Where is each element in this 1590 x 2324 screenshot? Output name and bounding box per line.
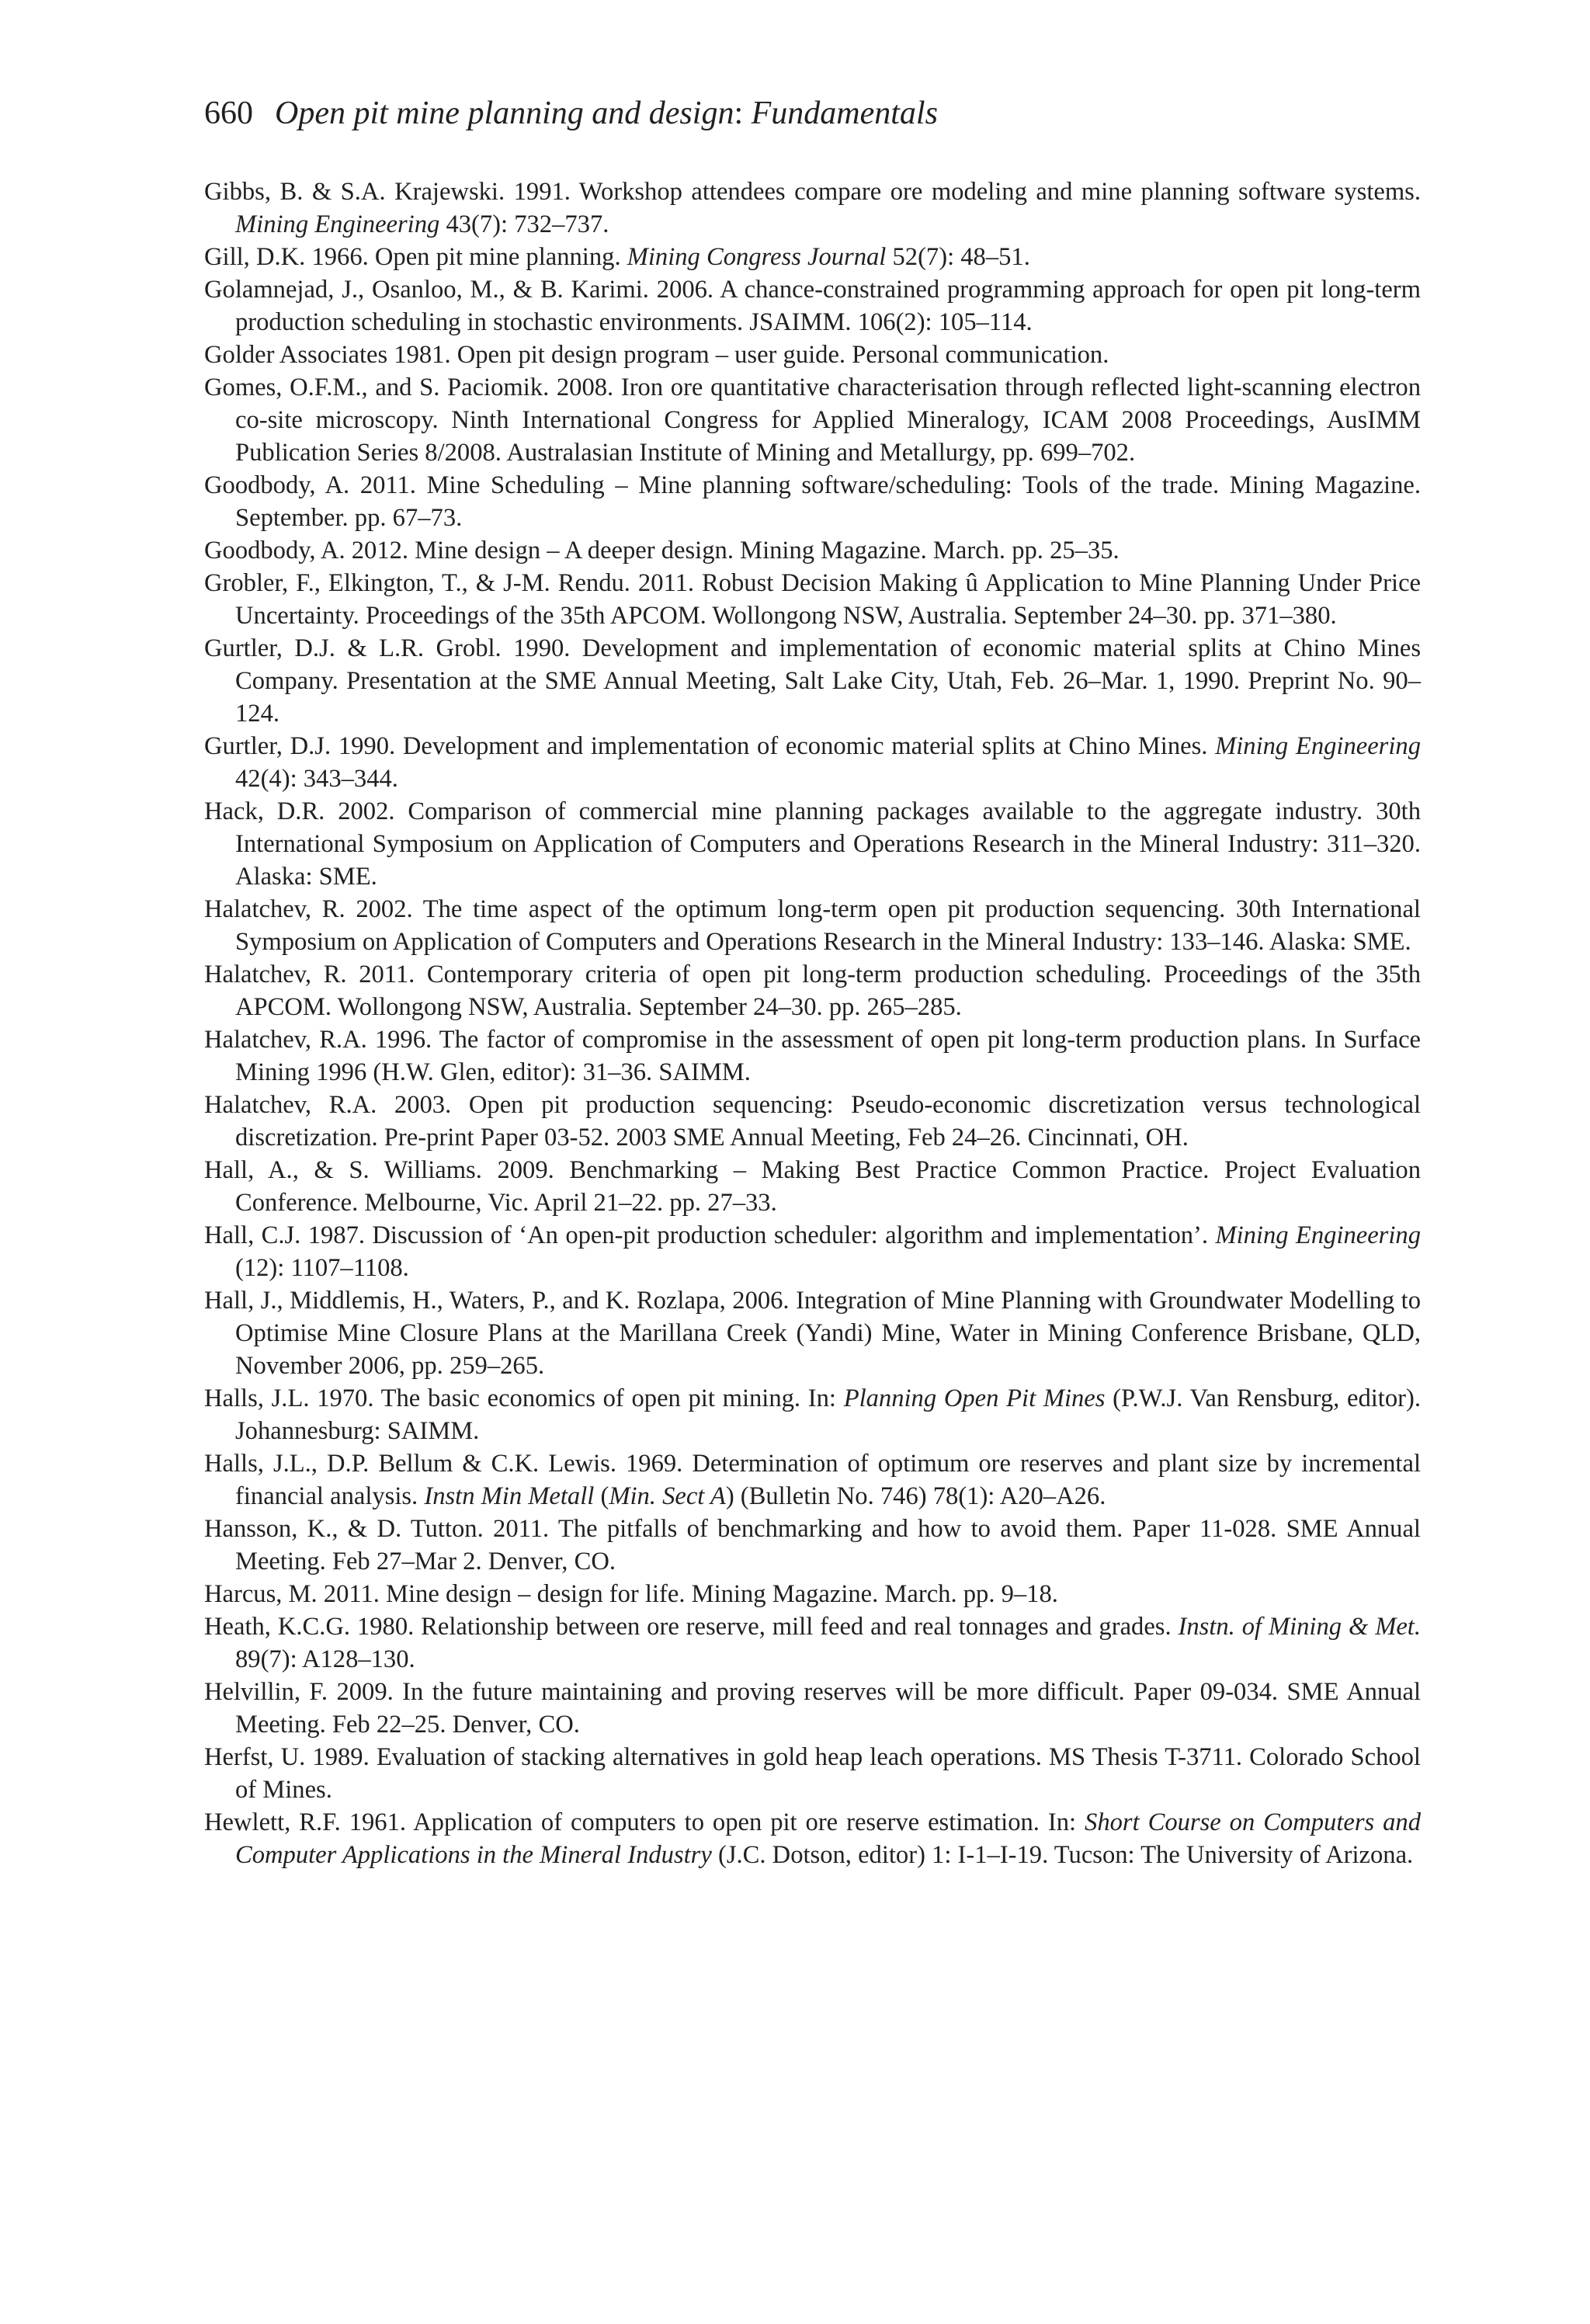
reference-entry [204, 1089, 1421, 1154]
reference-entry [204, 1676, 1421, 1741]
reference-entry [204, 1382, 1421, 1447]
reference-text: 43(7): 732–737. [439, 210, 609, 238]
reference-italic-text: Min. Sect A [609, 1482, 726, 1510]
reference-entry [204, 632, 1421, 730]
reference-entry [204, 1741, 1421, 1806]
reference-text: Halatchev, R.A. 2003. Open pit production sequencing: Pseudo-economic discretization versus technological discretization. Pre-print Paper 03-52. 2003 SME Annual Meeting, Feb 24–26. Cincinnati, OH. [204, 1091, 1421, 1152]
reference-text: Halls, J.L., D.P. Bellum & C.K. Lewis. 1969. Determination of optimum ore reserves and plant size by incremental financial analysis. [204, 1450, 1421, 1510]
book-subtitle: Fundamentals [751, 96, 938, 131]
book-title-separator: : [734, 96, 752, 131]
reference-text: Golder Associates 1981. Open pit design program – user guide. Personal communication. [204, 341, 1109, 369]
reference-text: Hack, D.R. 2002. Comparison of commercial mine planning packages available to the aggregate industry. 30th International Symposium on Application of Computers and Operations Research in the Mineral Industry: 311–320. Alaska: SME. [204, 797, 1421, 891]
reference-italic-text: Short Course on Computers and Computer Applications in the Mineral Industry [235, 1808, 1421, 1869]
reference-entry [204, 534, 1421, 567]
reference-entry [204, 1610, 1421, 1676]
reference-text: Harcus, M. 2011. Mine design – design for life. Mining Magazine. March. pp. 9–18. [204, 1580, 1058, 1608]
reference-text: Gill, D.K. 1966. Open pit mine planning. [204, 243, 627, 271]
reference-entry [204, 730, 1421, 795]
reference-text: Gomes, O.F.M., and S. Paciomik. 2008. Iron ore quantitative characterisation through reflected light-scanning electron co-site microscopy. Ninth International Congress for Applied Mineralogy, ICAM 2008 Proceedings, AusIMM Publication Series 8/2008. Australasian Institute of Mining and Metallurgy, pp. 699–702. [204, 373, 1421, 467]
reference-text: Hall, J., Middlemis, H., Waters, P., and K. Rozlapa, 2006. Integration of Mine Planning with Groundwater Modelling to Optimise Mine Closure Plans at the Marillana Creek (Yandi) Mine, Water in Mining Conference Brisbane, QLD, November 2006, pp. 259–265. [204, 1287, 1421, 1380]
reference-entry [204, 273, 1421, 339]
reference-text: Halatchev, R. 2011. Contemporary criteria of open pit long-term production scheduling. Proceedings of the 35th APCOM. Wollongong NSW, Australia. September 24–30. pp. 265–285. [204, 961, 1421, 1021]
reference-text: ) (Bulletin No. 746) 78(1): A20–A26. [725, 1482, 1106, 1510]
reference-text: Herfst, U. 1989. Evaluation of stacking alternatives in gold heap leach operations. MS Thesis T-3711. Colorado School of Mines. [204, 1743, 1421, 1804]
reference-list [204, 175, 1421, 1871]
reference-text: Hewlett, R.F. 1961. Application of computers to open pit ore reserve estimation. In: [204, 1808, 1085, 1836]
reference-italic-text: Instn. of Mining & Met. [1178, 1613, 1421, 1641]
reference-text: Halls, J.L. 1970. The basic economics of open pit mining. In: [204, 1384, 844, 1412]
reference-italic-text: Instn Min Metall [424, 1482, 595, 1510]
reference-text: 42(4): 343–344. [235, 765, 398, 793]
reference-text: Gibbs, B. & S.A. Krajewski. 1991. Workshop attendees compare ore modeling and mine planning software systems. [204, 178, 1421, 206]
reference-italic-text: Planning Open Pit Mines [843, 1384, 1106, 1412]
reference-entry [204, 1023, 1421, 1089]
reference-entry [204, 893, 1421, 958]
reference-text: (J.C. Dotson, editor) 1: I-1–I-19. Tucson: The University of Arizona. [711, 1841, 1414, 1869]
reference-text: Hall, C.J. 1987. Discussion of ‘An open-pit production scheduler: algorithm and implementation’. [204, 1221, 1216, 1249]
reference-entry [204, 175, 1421, 241]
reference-entry [204, 567, 1421, 632]
reference-text: Helvillin, F. 2009. In the future maintaining and proving reserves will be more difficult. Paper 09-034. SME Annual Meeting. Feb 22–25. Denver, CO. [204, 1678, 1421, 1739]
book-title: Open pit mine planning and design [275, 96, 734, 131]
reference-text: Goodbody, A. 2012. Mine design – A deeper design. Mining Magazine. March. pp. 25–35. [204, 537, 1120, 564]
reference-entry [204, 469, 1421, 534]
reference-entry [204, 795, 1421, 893]
reference-entry [204, 1284, 1421, 1382]
reference-entry [204, 1513, 1421, 1578]
reference-entry [204, 241, 1421, 273]
reference-text: Goodbody, A. 2011. Mine Scheduling – Mine planning software/scheduling: Tools of the trade. Mining Magazine. September. pp. 67–73. [204, 471, 1421, 532]
reference-italic-text: Mining Engineering [235, 210, 440, 238]
reference-text: Gurtler, D.J. & L.R. Grobl. 1990. Development and implementation of economic material splits at Chino Mines Company. Presentation at the SME Annual Meeting, Salt Lake City, Utah, Feb. 26–Mar. 1, 1990. Preprint No. 90–124. [204, 634, 1421, 728]
reference-text: Golamnejad, J., Osanloo, M., & B. Karimi. 2006. A chance-constrained programming approach for open pit long-term production scheduling in stochastic environments. JSAIMM. 106(2): 105–114. [204, 276, 1421, 336]
reference-text: Heath, K.C.G. 1980. Relationship between ore reserve, mill feed and real tonnages and grades. [204, 1613, 1179, 1641]
reference-italic-text: Mining Engineering [1215, 1221, 1421, 1249]
reference-entry [204, 1219, 1421, 1284]
reference-text: Hansson, K., & D. Tutton. 2011. The pitfalls of benchmarking and how to avoid them. Paper 11-028. SME Annual Meeting. Feb 27–Mar 2. Denver, CO. [204, 1515, 1421, 1575]
reference-text: (P.W.J. Van Rensburg, editor). Johannesburg: SAIMM. [235, 1384, 1421, 1445]
reference-italic-text: Mining Engineering [1215, 732, 1421, 760]
reference-entry [204, 1578, 1421, 1610]
reference-entry [204, 958, 1421, 1023]
reference-entry [204, 1806, 1421, 1871]
reference-text: (12): 1107–1108. [235, 1254, 409, 1282]
page-number: 660 [204, 96, 253, 131]
reference-text: Halatchev, R.A. 1996. The factor of compromise in the assessment of open pit long-term production plans. In Surface Mining 1996 (H.W. Glen, editor): 31–36. SAIMM. [204, 1026, 1421, 1086]
reference-entry [204, 339, 1421, 371]
reference-entry [204, 1154, 1421, 1219]
reference-text: 52(7): 48–51. [886, 243, 1030, 271]
running-head [204, 92, 938, 135]
reference-italic-text: Mining Congress Journal [627, 243, 887, 271]
reference-text: Gurtler, D.J. 1990. Development and implementation of economic material splits at Chino Mines. [204, 732, 1216, 760]
reference-entry [204, 371, 1421, 469]
reference-text: Grobler, F., Elkington, T., & J-M. Rendu. 2011. Robust Decision Making û Application to Mine Planning Under Price Uncertainty. Proceedings of the 35th APCOM. Wollongong NSW, Australia. September 24–30. pp. 371–380. [204, 569, 1421, 630]
reference-entry [204, 1447, 1421, 1513]
reference-text: ( [594, 1482, 609, 1510]
reference-text: Halatchev, R. 2002. The time aspect of the optimum long-term open pit production sequencing. 30th International Symposium on Application of Computers and Operations Research in the Mineral Industry: 133–146. Alaska: SME. [204, 895, 1421, 956]
reference-text: 89(7): A128–130. [235, 1645, 415, 1673]
reference-text: Hall, A., & S. Williams. 2009. Benchmarking – Making Best Practice Common Practice. Project Evaluation Conference. Melbourne, Vic. April 21–22. pp. 27–33. [204, 1156, 1421, 1217]
